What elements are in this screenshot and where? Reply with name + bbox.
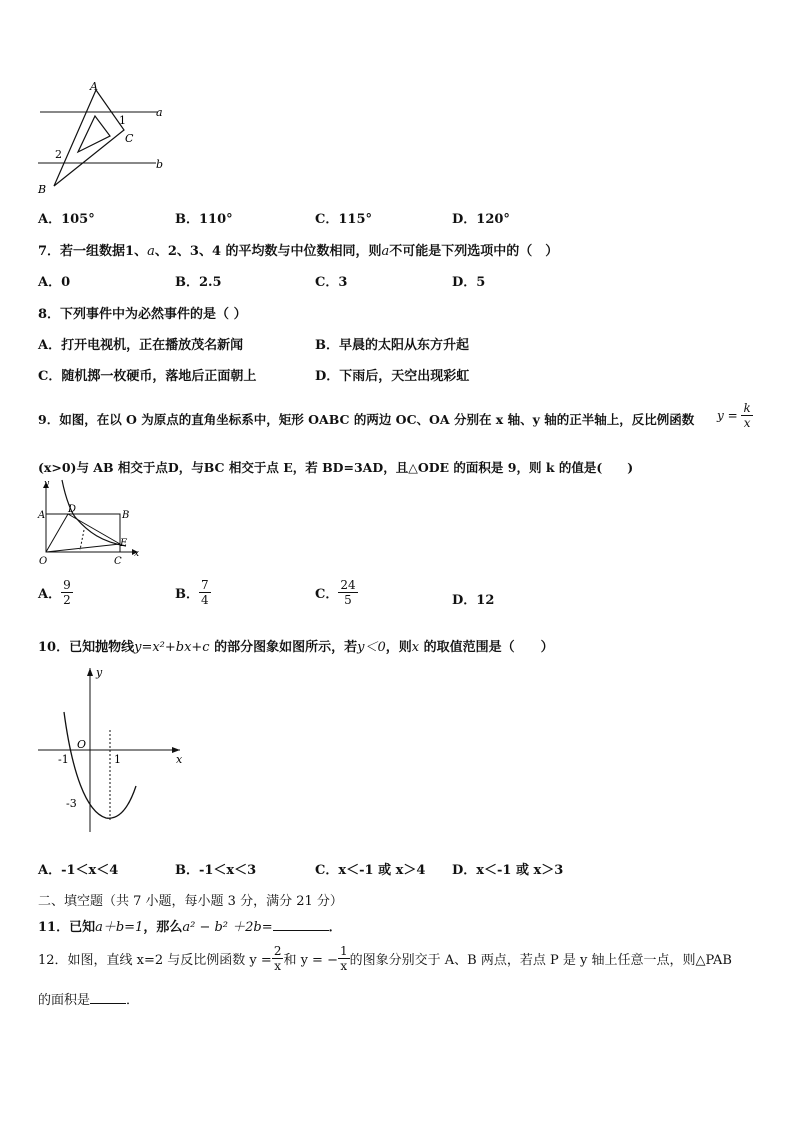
q10-fig-plus1: 1: [114, 753, 121, 766]
q7-option-a[interactable]: A．0: [38, 275, 71, 290]
q7-var-a: a: [147, 244, 155, 259]
q6-label-A: A: [90, 80, 98, 93]
q12-tail: ．: [126, 993, 140, 1008]
q9-option-a[interactable]: [38, 578, 73, 607]
q9-func-fraction: [741, 401, 752, 430]
q9-option-a-fraction: [61, 578, 73, 607]
q9-option-a-den: 2: [63, 593, 71, 607]
q12-mid: 和 y = −: [283, 953, 338, 968]
q12-stem-part1: 12．如图，直线 x=2 与反比例函数 y =: [38, 953, 272, 968]
q9-stem-line2: (x>0)与 AB 相交于点D，与BC 相交于点 E，若 BD=3AD，且△ODE 的面积是 9，则 k 的值是( ): [38, 460, 634, 475]
q6-figure: [30, 78, 170, 198]
q10-stem-part4: 的取值范围是（ ）: [419, 640, 554, 655]
q9-option-d[interactable]: D．12: [452, 593, 495, 608]
q10-fig-O: O: [77, 738, 87, 751]
q6-label-1: 1: [119, 114, 126, 127]
q9-func-lhs: y =: [717, 408, 738, 423]
q9-option-c-fraction: [338, 578, 357, 607]
q11-tail: ．: [328, 920, 342, 935]
q9-option-c-num: 24: [340, 578, 356, 592]
q9-fig-y: y: [44, 479, 50, 489]
q10-condition: y＜0: [357, 640, 386, 655]
q6-option-b[interactable]: B．110°: [175, 212, 233, 227]
q9-option-c-den: 5: [344, 593, 352, 607]
q12-f2-num: 1: [339, 944, 348, 958]
q11-stem-part2: ，那么: [143, 920, 183, 935]
q9-fig-x: x: [134, 549, 140, 559]
section-heading-fill-in: 二、填空题（共 7 小题，每小题 3 分，满分 21 分）: [38, 894, 343, 909]
q11-answer-blank[interactable]: [273, 930, 329, 931]
q9-option-b-label: B．: [175, 587, 199, 602]
q12-fraction-1: [272, 944, 284, 973]
q10-fig-minus1: -1: [58, 753, 69, 766]
q12-stem-part2: 的图象分别交于 A、B 两点，若点 P 是 y 轴上任意一点，则△PAB: [349, 953, 732, 968]
q9-stem-line1: [38, 410, 694, 428]
q7-stem: [38, 240, 558, 259]
q9-option-a-num: 9: [63, 578, 71, 592]
q9-fig-A: A: [38, 510, 46, 521]
q7-stem-part2: 、2、3、4 的平均数与中位数相同，则: [154, 244, 382, 259]
q7-var-a2: a: [381, 244, 390, 259]
q9-fig-O: O: [39, 556, 48, 567]
q8-option-c[interactable]: C．随机掷一枚硬币，落地后正面朝上: [38, 369, 257, 384]
q7-stem-part3: 不可能是下列选项中的（ ）: [389, 244, 559, 259]
q10-option-c[interactable]: C．x＜-1 或 x＞4: [315, 863, 426, 878]
q10-option-a[interactable]: A．-1＜x＜4: [38, 863, 119, 878]
q9-func-den: x: [743, 416, 751, 430]
q6-label-C: C: [125, 132, 134, 145]
q10-fig-x: x: [176, 753, 183, 766]
q9-option-c[interactable]: [315, 578, 358, 607]
q12-stem-part3: 的面积是: [38, 993, 91, 1008]
q8-option-d[interactable]: D．下雨后，天空出现彩虹: [315, 369, 470, 384]
q9-func-num: k: [743, 401, 751, 415]
q9-option-b[interactable]: [175, 578, 211, 607]
q10-figure: [34, 662, 194, 842]
q6-option-d[interactable]: D．120°: [452, 212, 510, 227]
q9-stem-part1: 9．如图，在以 O 为原点的直角坐标系中，矩形 OABC 的两边 OC、OA 分别在 x 轴、y 轴的正半轴上，反比例函数: [38, 412, 695, 427]
q7-option-b[interactable]: B．2.5: [175, 275, 222, 290]
q10-formula: y=x²+bx+c: [134, 640, 210, 655]
q12-f2-den: x: [340, 959, 348, 973]
q12-stem-line1: [38, 944, 732, 973]
q6-option-c[interactable]: C．115°: [315, 212, 372, 227]
q10-stem-part3: ，则: [385, 640, 412, 655]
q8-option-a[interactable]: A．打开电视机，正在播放茂名新闻: [38, 338, 244, 353]
q7-option-d[interactable]: D．5: [452, 275, 486, 290]
q9-function: [717, 401, 753, 430]
q9-option-a-label: A．: [38, 587, 62, 602]
q8-option-b[interactable]: B．早晨的太阳从东方升起: [315, 338, 469, 353]
q7-option-c[interactable]: C．3: [315, 275, 348, 290]
q10-stem: [38, 636, 554, 655]
q9-fig-B: B: [122, 510, 130, 521]
q9-option-b-fraction: [199, 578, 211, 607]
q10-option-b[interactable]: B．-1＜x＜3: [175, 863, 257, 878]
q12-answer-blank[interactable]: [90, 1003, 126, 1004]
q6-label-a: a: [156, 106, 163, 119]
q10-stem-part2: 的部分图象如图所示，若: [209, 640, 358, 655]
q9-option-c-label: C．: [315, 587, 339, 602]
q10-fig-minus3: -3: [66, 797, 77, 810]
q12-fraction-2: [338, 944, 350, 973]
q10-stem-part1: 10．已知抛物线: [38, 640, 135, 655]
q12-f1-num: 2: [273, 944, 282, 958]
q12-stem-line2: [38, 989, 139, 1008]
q8-stem: 8．下列事件中为必然事件的是（ ）: [38, 307, 247, 322]
q9-option-b-den: 4: [201, 593, 209, 607]
q7-stem-part1: 7．若一组数据1、: [38, 244, 148, 259]
q9-figure: [36, 478, 146, 568]
q6-label-b: b: [156, 158, 164, 171]
q10-fig-y: y: [96, 666, 103, 679]
q10-var-x: x: [411, 640, 420, 655]
q9-fig-C: C: [114, 556, 122, 567]
q9-fig-D: D: [68, 504, 77, 515]
q6-option-a[interactable]: A．105°: [38, 212, 95, 227]
q12-f1-den: x: [274, 959, 282, 973]
q9-option-b-num: 7: [201, 578, 209, 592]
q11-condition: a＋b=1: [95, 920, 144, 935]
q11-expression: a² − b² ＋2b=: [182, 920, 273, 935]
q11-stem: [38, 916, 342, 935]
q6-label-B: B: [38, 183, 47, 196]
q10-option-d[interactable]: D．x＜-1 或 x＞3: [452, 863, 564, 878]
q6-label-2: 2: [55, 148, 62, 161]
q9-fig-E: E: [120, 538, 128, 549]
q11-stem-part1: 11．已知: [38, 920, 96, 935]
